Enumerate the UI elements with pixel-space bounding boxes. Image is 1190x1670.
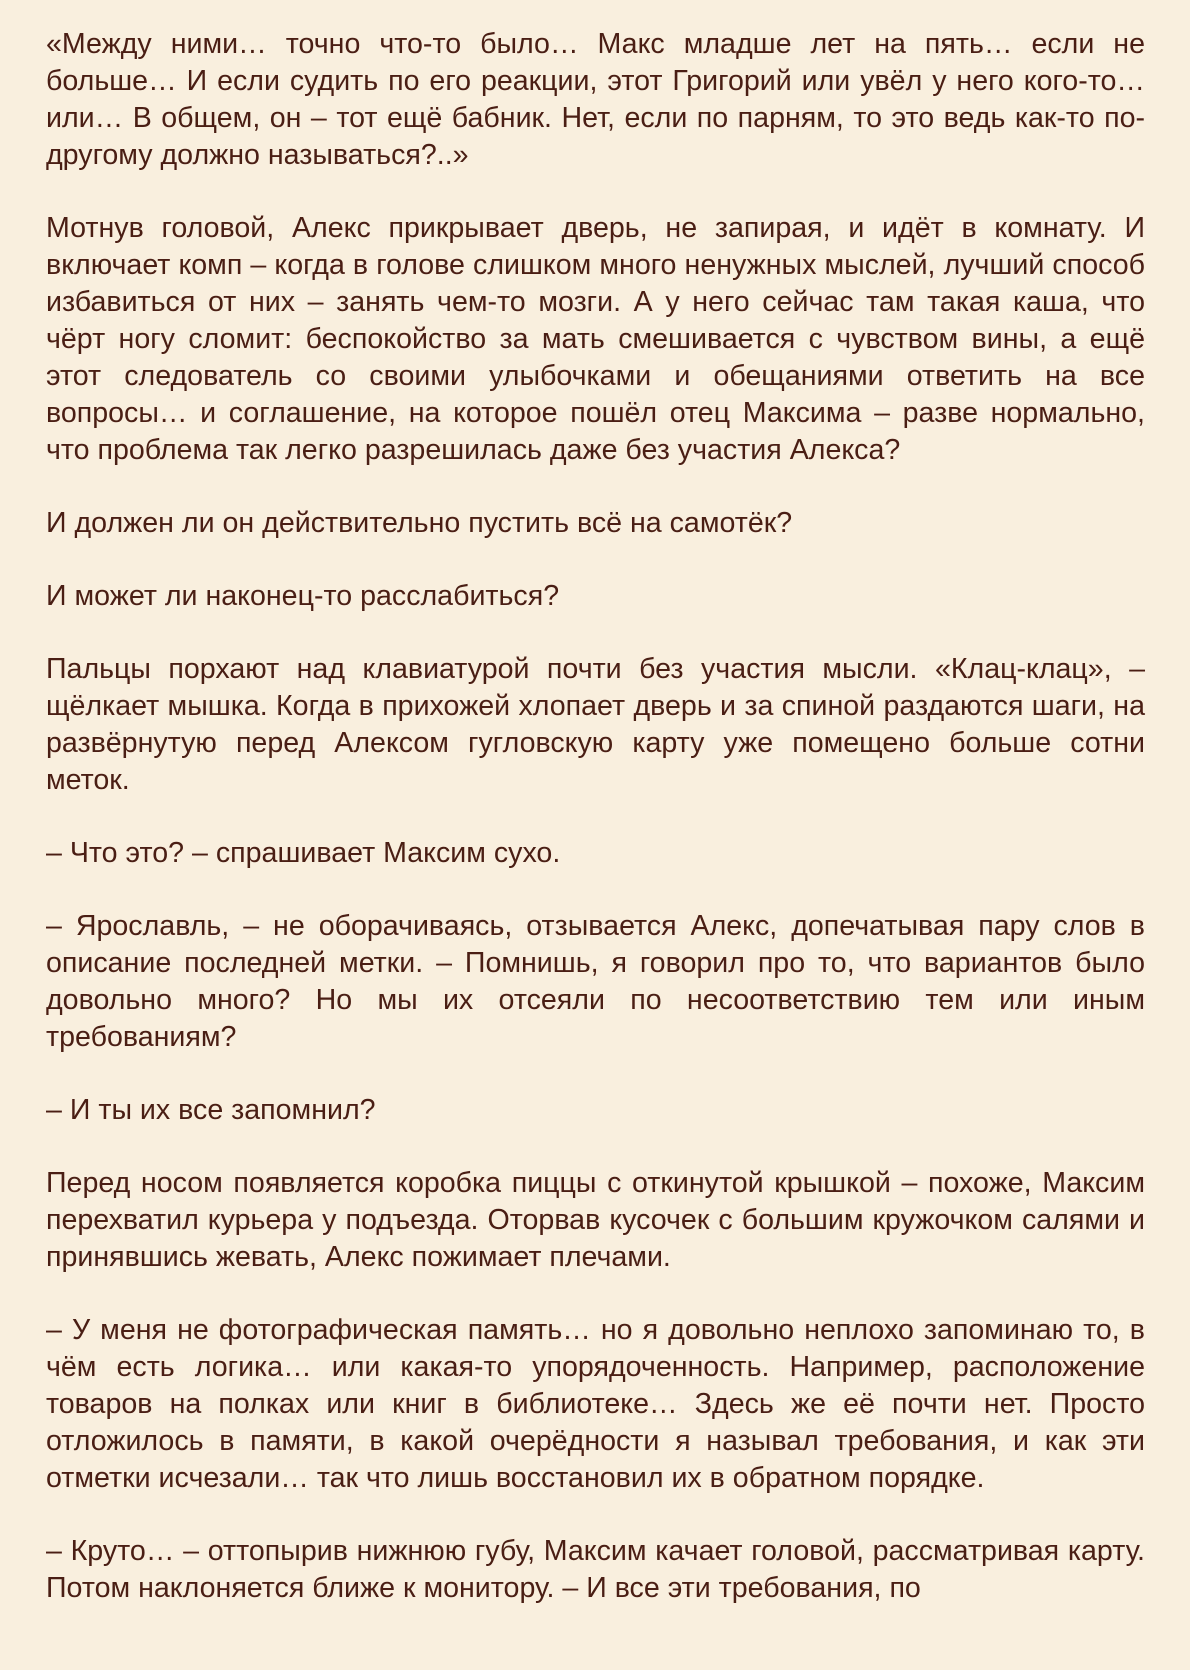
paragraph-11: – Круто… – оттопырив нижнюю губу, Максим качает головой, рассматривая карту. Потом наклоняется ближе к монитору. – И все эти требования, по bbox=[46, 1535, 1145, 1604]
paragraph-6: – Что это? – спрашивает Максим сухо. bbox=[46, 837, 561, 869]
paragraph-8: – И ты их все запомнил? bbox=[46, 1094, 376, 1126]
paragraph-10: – У меня не фотографическая память… но я довольно неплохо запоминаю то, в чём есть логика… или какая-то упорядоченность. Например, расположение товаров на полках или книг в библиотеке… Здесь же её почти нет. Просто отложилось в памяти, в какой очерёдности я называл требования, и как эти отметки исчезали… так что лишь восстановил их в обратном порядке. bbox=[46, 1314, 1145, 1494]
paragraph-2: Мотнув головой, Алекс прикрывает дверь, не запирая, и идёт в комнату. И включает комп – когда в голове слишком много ненужных мыслей, лучший способ избавиться от них – занять чем-то мозги. А у него сейчас там такая каша, что чёрт ногу сломит: беспокойство за мать смешивается с чувством вины, а ещё этот следователь со своими улыбочками и обещаниями ответить на все вопросы… и соглашение, на которое пошёл отец Максима – разве нормально, что проблема так легко разрешилась даже без участия Алекса? bbox=[46, 212, 1145, 466]
paragraph-1: «Между ними… точно что-то было… Макс младше лет на пять… если не больше… И если судить по его реакции, этот Григорий или увёл у него кого-то… или… В общем, он – тот ещё бабник. Нет, если по парням, то это ведь как-то по-другому должно называться?..» bbox=[46, 28, 1145, 171]
paragraph-3: И должен ли он действительно пустить всё на самотёк? bbox=[46, 507, 793, 539]
paragraph-7: – Ярославль, – не оборачиваясь, отзывается Алекс, допечатывая пару слов в описание последней метки. – Помнишь, я говорил про то, что вариантов было довольно много? Но мы их отсеяли по несоответствию тем или иным требованиям? bbox=[46, 910, 1145, 1053]
paragraph-5: Пальцы порхают над клавиатурой почти без участия мысли. «Клац-клац», – щёлкает мышка. Когда в прихожей хлопает дверь и за спиной раздаются шаги, на развёрнутую перед Алексом гугловскую карту уже помещено больше сотни меток. bbox=[46, 653, 1145, 796]
paragraph-9: Перед носом появляется коробка пиццы с откинутой крышкой – похоже, Максим перехватил курьера у подъезда. Оторвав кусочек с большим кружочком салями и принявшись жевать, Алекс пожимает плечами. bbox=[46, 1167, 1145, 1273]
paragraph-4: И может ли наконец-то расслабиться? bbox=[46, 580, 560, 612]
